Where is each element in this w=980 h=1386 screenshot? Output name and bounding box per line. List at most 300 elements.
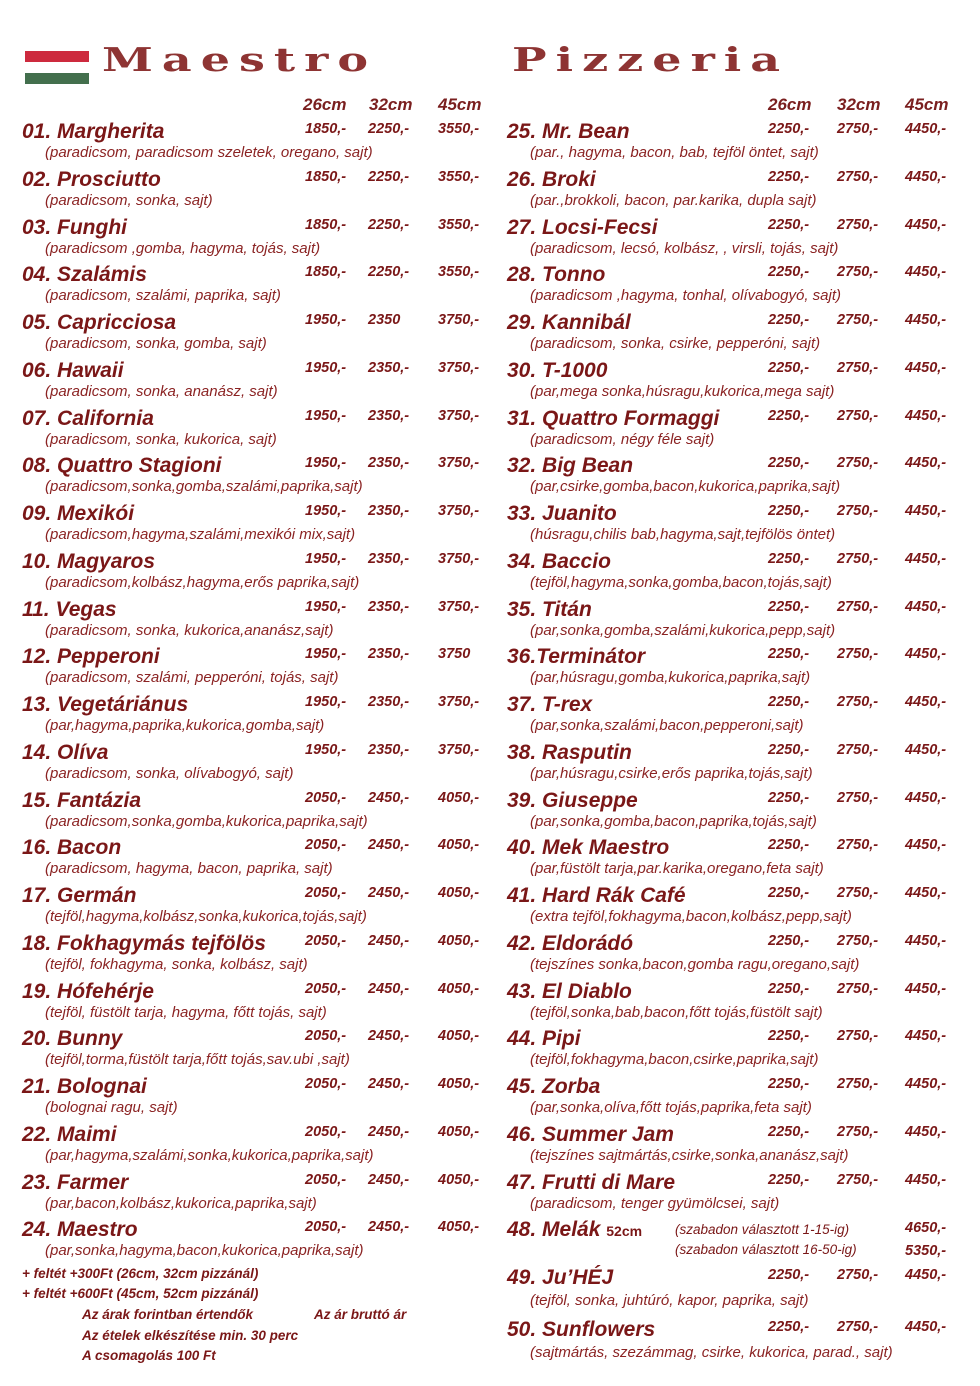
pizza-price: 4450,- [905, 168, 947, 185]
pizza-price: 2750,- [837, 885, 879, 901]
pizza-price: 2050,- [305, 1076, 347, 1092]
menu-item [507, 832, 980, 880]
pizza-price: 4050,- [438, 1219, 480, 1236]
menu-item [22, 1119, 502, 1167]
pizza-price: 3550,- [438, 168, 480, 185]
menu-item [507, 1119, 980, 1167]
pizza-price: 3750,- [438, 455, 480, 472]
pizza-price: 4050,- [438, 1171, 480, 1188]
pizza-ingredients: (paradicsom,hagyma,szalámi,mexikói mix,sajt) [45, 526, 356, 543]
pizza-ingredients: (tejszínes sonka,bacon,gomba ragu,oregano,sajt) [530, 955, 860, 973]
size-header-45-right: 45cm [905, 95, 949, 114]
pizza-name: 08. Quattro Stagioni [22, 454, 222, 478]
pizza-price: 3750,- [438, 741, 480, 758]
pizza-price: 2250,- [768, 121, 810, 137]
pizza-name: 18. Fokhagymás tejfölös [22, 931, 266, 955]
pizza-ingredients: (paradicsom, sonka, gomba, sajt) [45, 335, 267, 352]
pizza-name: 31. Quattro Formaggi [507, 406, 720, 430]
pizza-price: 1950,- [305, 550, 347, 567]
pizza-name: 04. Szalámis [22, 263, 147, 287]
note-topping-large: + feltét +600Ft (45cm, 52cm pizzánál) [22, 1286, 259, 1301]
pizza-price: 2250,- [768, 407, 810, 424]
pizza-price: 2050,- [305, 837, 347, 854]
menu-item [507, 689, 980, 737]
pizza-name: 15. Fantázia [22, 788, 142, 812]
pizza-price: 1950,- [305, 455, 347, 472]
size-header-26-left: 26cm [303, 95, 347, 114]
pizza-price: 2250,- [768, 980, 810, 997]
pizza-price: 2050,- [305, 932, 347, 949]
pizza-price: 2250,- [768, 1171, 810, 1188]
pizza-name: 09. Mexikói [22, 502, 135, 525]
pizza-price: 2750,- [837, 503, 879, 519]
pizza-ingredients: (paradicsom, sonka, ananász, sajt) [45, 382, 278, 400]
menu-item [22, 641, 502, 689]
pizza-name: 50. Sunflowers [507, 1318, 656, 1341]
size-header-45-left: 45cm [438, 95, 482, 114]
pizza-ingredients: (par,hagyma,paprika,kukorica,gomba,sajt) [45, 717, 325, 734]
pizza-price: 2250,- [368, 264, 410, 281]
pizza-price: 3750,- [438, 550, 480, 567]
note-currency: Az árak forintban értendők [82, 1307, 254, 1322]
pizza-ingredients: (paradicsom, sonka, kukorica, sajt) [45, 430, 277, 448]
pizza-price: 4450,- [905, 598, 947, 615]
pizza-price: 1850,- [305, 264, 347, 281]
pizza-price: 4450,- [905, 741, 947, 758]
pizza-price: 2450,- [368, 1076, 410, 1092]
pizza-name: 05. Capricciosa [22, 311, 177, 334]
pizza-price: 2750,- [837, 598, 879, 615]
pizza-ingredients: (paradicsom ,gomba, hagyma, tojás, sajt) [45, 239, 321, 257]
pizza-ingredients: (par,sonka,gomba,szalámi,kukorica,pepp,sajt) [530, 621, 836, 639]
pizza-price: 2750,- [837, 741, 879, 758]
note-packaging: A csomagolás 100 Ft [82, 1348, 216, 1363]
menu-item [507, 212, 980, 260]
pizza-name: 24. Maestro [22, 1218, 138, 1242]
pizza-price: 4050,- [438, 980, 480, 997]
menu-item [507, 546, 980, 594]
menu-item [22, 1214, 502, 1262]
pizza-name: 16. Bacon [22, 836, 122, 860]
pizza-name: 11. Vegas [22, 597, 117, 621]
pizza-price: 2250,- [768, 455, 810, 472]
menu-item [22, 450, 502, 498]
menu-item [22, 928, 502, 976]
pizza-price: 2350,- [368, 359, 410, 376]
pizza-price: 2450,- [368, 837, 410, 854]
flag-stripe-white [25, 62, 89, 73]
pizza-ingredients: (tejföl, füstölt tarja, hagyma, főtt tojás, sajt) [45, 1003, 327, 1021]
pizza-name: 17. Germán [22, 884, 137, 907]
menu-item [507, 403, 980, 451]
pizza-ingredients: (bolognai ragu, sajt) [45, 1099, 178, 1116]
menu-item [22, 1023, 502, 1071]
pizza-price: 2750,- [837, 1171, 879, 1188]
pizza-price: 2750,- [837, 837, 879, 854]
pizza-price: 2750,- [837, 646, 879, 663]
pizza-price: 1950,- [305, 646, 347, 663]
pizza-price: 2250,- [768, 741, 810, 758]
menu-item [507, 1071, 980, 1119]
pizza-price: 2350,- [368, 407, 410, 424]
pizza-ingredients: (paradicsom, hagyma, bacon, paprika, sajt) [45, 860, 333, 878]
flag-stripe-green [25, 73, 89, 84]
pizza-name: 20. Bunny [22, 1027, 123, 1051]
note-preparation-time: Az ételek elkészítése min. 30 perc [82, 1328, 299, 1343]
pizza-price: 2750,- [837, 216, 879, 233]
pizza-price: 4050,- [438, 837, 480, 854]
size-header-32-left: 32cm [369, 95, 413, 114]
pizza-ingredients: (tejföl, sonka, juhtúró, kapor, paprika, sajt) [530, 1292, 809, 1309]
pizza-ingredients: (par., hagyma, bacon, bab, tejföl öntet, sajt) [530, 144, 819, 161]
flag-stripe-red [25, 51, 89, 62]
pizza-ingredients: (par,sonka,olíva,főtt tojás,paprika,feta sajt) [530, 1099, 812, 1116]
pizza-ingredients: (par,sonka,szalámi,bacon,pepperoni,sajt) [530, 717, 804, 734]
pizza-price: 2050,- [305, 1123, 347, 1140]
pizza-ingredients: (paradicsom, sonka, olívabogyó, sajt) [45, 764, 294, 782]
pizza-price: 2750,- [837, 1123, 879, 1140]
pizza-price: 2450,- [368, 1123, 410, 1140]
pizza-price: 4050,- [438, 932, 480, 949]
pizza-price: 4450,- [905, 1028, 947, 1045]
pizza-price: 4450,- [905, 932, 947, 949]
note-gross-price: Az ár bruttó ár [314, 1307, 407, 1322]
pizza-name: 40. Mek Maestro [507, 836, 670, 860]
pizza-price: 2450,- [368, 885, 410, 901]
pizza-price: 4450,- [905, 1319, 947, 1335]
pizza-ingredients: (par,hagyma,szalámi,sonka,kukorica,paprika,sajt) [45, 1146, 374, 1164]
pizza-price: 4450,- [905, 455, 947, 472]
pizza-ingredients: (par,csirke,gomba,bacon,kukorica,paprika,sajt) [530, 478, 841, 496]
pizza-name: 34. Baccio [507, 549, 611, 573]
menu-column-left [22, 116, 502, 1262]
pizza-price: 1950,- [305, 741, 347, 758]
menu-item [507, 737, 980, 785]
pizza-price: 2250,- [768, 885, 810, 901]
pizza-name: 30. T-1000 [507, 358, 608, 382]
pizza-price: 2350,- [368, 694, 410, 710]
menu-item [22, 689, 502, 737]
menu-item [507, 450, 980, 498]
pizza-price: 2750,- [837, 264, 879, 281]
pizza-price: 2050,- [305, 885, 347, 901]
menu-item [22, 737, 502, 785]
pizza-ingredients: (par,húsragu,csirke,erős paprika,tojás,sajt) [530, 764, 813, 782]
pizza-ingredients: (par,füstölt tarja,par.karika,oregano,feta sajt) [530, 860, 824, 878]
pizza-name: 32. Big Bean [507, 454, 634, 478]
melak-option-2: (szabadon választott 16-50-ig) [675, 1242, 857, 1258]
pizza-price: 2350,- [368, 503, 410, 519]
pizza-price: 4450,- [905, 837, 947, 854]
pizza-price: 2250,- [768, 216, 810, 233]
menu-item [507, 976, 980, 1024]
pizza-price: 1950,- [305, 503, 347, 519]
pizza-price: 4450,- [905, 1076, 947, 1092]
pizza-price: 2350,- [368, 741, 410, 758]
menu-item [507, 928, 980, 976]
pizza-price: 2350,- [368, 455, 410, 472]
pizza-ingredients: (tejföl,hagyma,kolbász,sonka,kukorica,tojás,sajt) [45, 908, 367, 925]
pizza-name: 39. Giuseppe [507, 788, 638, 812]
pizza-price: 3750,- [438, 503, 480, 519]
pizza-ingredients: (sajtmártás, szezámmag, csirke, kukorica, parad., sajt) [530, 1344, 893, 1361]
menu-item [507, 641, 980, 689]
pizza-price: 2750,- [837, 121, 879, 137]
menu-item [507, 259, 980, 307]
pizza-price: 4050,- [438, 1028, 480, 1045]
pizza-name: 23. Farmer [22, 1170, 129, 1194]
note-topping-small: + feltét +300Ft (26cm, 32cm pizzánál) [22, 1266, 259, 1281]
menu-item [507, 594, 980, 642]
pizza-ingredients: (paradicsom,kolbász,hagyma,erős paprika,sajt) [45, 573, 360, 591]
pizza-ingredients: (par,mega sonka,húsragu,kukorica,mega sajt) [530, 382, 835, 400]
melak-name: 48. Melák [507, 1218, 601, 1242]
pizza-name: 19. Hófehérje [22, 979, 154, 1003]
pizza-price: 2350 [368, 312, 401, 328]
pizza-price: 2750,- [837, 550, 879, 567]
pizza-ingredients: (par,bacon,kolbász,kukorica,paprika,sajt) [45, 1194, 317, 1212]
pizza-name: 47. Frutti di Mare [507, 1170, 676, 1194]
pizza-price: 2750,- [837, 1267, 879, 1283]
menu-item [22, 594, 502, 642]
pizza-ingredients: (paradicsom, lecsó, kolbász, , virsli, tojás, sajt) [530, 239, 839, 257]
pizza-ingredients: (húsragu,chilis bab,hagyma,sajt,tejfölös öntet) [530, 526, 836, 543]
pizza-price: 4450,- [905, 646, 947, 663]
pizza-price: 1950,- [305, 694, 347, 710]
pizza-price: 1950,- [305, 359, 347, 376]
pizza-name: 22. Maimi [22, 1122, 117, 1146]
pizza-price: 2250,- [368, 216, 410, 233]
pizza-price: 4450,- [905, 312, 947, 328]
pizza-ingredients: (par.,brokkoli, bacon, par.karika, dupla sajt) [530, 191, 817, 209]
pizza-price: 3550,- [438, 121, 480, 137]
pizza-price: 1850,- [305, 121, 347, 137]
menu-item [22, 116, 502, 164]
menu-item [507, 1314, 980, 1366]
pizza-ingredients: (paradicsom, szalámi, pepperóni, tojás, sajt) [45, 669, 339, 687]
pizza-price: 2750,- [837, 407, 879, 424]
melak-option-1: (szabadon választott 1-15-ig) [675, 1222, 850, 1238]
melak-size: 52cm [606, 1223, 643, 1240]
menu-item [507, 164, 980, 212]
pizza-ingredients: (paradicsom, sonka, kukorica,ananász,sajt) [45, 621, 334, 639]
menu-item [507, 1167, 980, 1215]
pizza-price: 2350,- [368, 550, 410, 567]
pizza-name: 13. Vegetáriánus [22, 693, 189, 716]
menu-item-melak [507, 1214, 980, 1262]
pizza-price: 2250,- [768, 598, 810, 615]
pizza-price: 2250,- [768, 1028, 810, 1045]
pizza-name: 12. Pepperoni [22, 645, 160, 669]
menu-item [507, 1262, 980, 1314]
pizza-price: 4450,- [905, 503, 947, 519]
pizza-ingredients: (paradicsom, sonka, sajt) [45, 191, 213, 209]
pizza-name: 33. Juanito [507, 502, 617, 525]
pizza-price: 4050,- [438, 885, 480, 901]
melak-price-2: 5350,- [905, 1243, 947, 1260]
pizza-ingredients: (tejföl,fokhagyma,bacon,csirke,paprika,sajt) [530, 1051, 819, 1069]
pizza-name: 35. Titán [507, 597, 592, 621]
menu-item [22, 307, 502, 355]
pizza-ingredients: (tejföl, fokhagyma, sonka, kolbász, sajt) [45, 955, 308, 973]
pizza-price: 3750 [438, 646, 471, 663]
pizza-price: 2750,- [837, 694, 879, 710]
menu-item [507, 1023, 980, 1071]
menu-item [507, 116, 980, 164]
pizza-name: 36.Terminátor [507, 645, 646, 669]
pizza-ingredients: (paradicsom ,hagyma, tonhal, olívabogyó, sajt) [530, 287, 841, 305]
pizza-price: 2250,- [768, 1076, 810, 1092]
pizza-ingredients: (paradicsom, paradicsom szeletek, oregano, sajt) [45, 144, 373, 161]
pizza-price: 4450,- [905, 694, 947, 710]
menu-item [507, 307, 980, 355]
pizza-price: 2750,- [837, 1076, 879, 1092]
pizza-price: 1850,- [305, 216, 347, 233]
pizza-name: 14. Olíva [22, 740, 109, 764]
pizza-price: 1950,- [305, 312, 347, 328]
pizza-name: 45. Zorba [507, 1075, 601, 1098]
pizza-ingredients: (paradicsom,sonka,gomba,kukorica,paprika,sajt) [45, 812, 368, 830]
pizza-price: 1850,- [305, 168, 347, 185]
pizza-ingredients: (paradicsom, sonka, csirke, pepperóni, sajt) [530, 335, 821, 352]
pizza-price: 2750,- [837, 1319, 879, 1335]
pizza-price: 2750,- [837, 980, 879, 997]
pizza-price: 4450,- [905, 1171, 947, 1188]
pizza-ingredients: (par,húsragu,gomba,kukorica,paprika,sajt) [530, 669, 811, 687]
pizza-price: 2250,- [768, 503, 810, 519]
pizza-price: 4450,- [905, 980, 947, 997]
pizza-price: 2350,- [368, 598, 410, 615]
pizza-price: 2750,- [837, 359, 879, 376]
pizza-name [507, 1218, 642, 1242]
pizza-price: 2250,- [768, 694, 810, 710]
pizza-price: 2250,- [768, 1319, 810, 1335]
pizza-ingredients: (tejföl,hagyma,sonka,gomba,bacon,tojás,sajt) [530, 573, 832, 591]
pizza-price: 2250,- [768, 1123, 810, 1140]
menu-item [507, 498, 980, 546]
pizza-ingredients: (paradicsom, négy féle sajt) [530, 430, 715, 448]
pizza-price: 2450,- [368, 1171, 410, 1188]
pizza-ingredients: (paradicsom, szalámi, paprika, sajt) [45, 287, 281, 305]
pizza-name: 28. Tonno [507, 263, 606, 287]
pizza-name: 26. Broki [507, 167, 596, 191]
pizza-price: 3550,- [438, 264, 480, 281]
pizza-price: 2450,- [368, 1219, 410, 1236]
pizza-name: 21. Bolognai [22, 1075, 147, 1098]
pizza-name: 07. California [22, 406, 154, 430]
pizza-price: 2250,- [768, 550, 810, 567]
menu-item [22, 212, 502, 260]
pizza-name: 38. Rasputin [507, 740, 632, 764]
menu-item [22, 976, 502, 1024]
menu-item [22, 498, 502, 546]
pizza-price: 3750,- [438, 312, 480, 328]
pizza-price: 2250,- [768, 789, 810, 806]
pizza-price: 2250,- [768, 312, 810, 328]
pizza-price: 3550,- [438, 216, 480, 233]
pizza-price: 2250,- [768, 1267, 810, 1283]
title-pizzeria: Pizzeria [512, 40, 790, 79]
menu-item [507, 785, 980, 833]
pizza-price: 3750,- [438, 598, 480, 615]
pizza-price: 2050,- [305, 980, 347, 997]
pizza-name: 03. Funghi [22, 215, 127, 239]
pizza-price: 4450,- [905, 1267, 947, 1283]
pizza-price: 2750,- [837, 1028, 879, 1045]
pizza-price: 2250,- [768, 359, 810, 376]
menu-item [22, 546, 502, 594]
menu-item [22, 1167, 502, 1215]
pizza-name: 27. Locsi-Fecsi [507, 215, 658, 239]
pizza-price: 4450,- [905, 407, 947, 424]
pizza-ingredients: (tejszínes sajtmártás,csirke,sonka,ananász,sajt) [530, 1146, 849, 1164]
pizza-price: 4450,- [905, 789, 947, 806]
menu-item [22, 832, 502, 880]
pizza-price: 2250,- [768, 168, 810, 185]
pizza-price: 4450,- [905, 1123, 947, 1140]
pizza-price: 2350,- [368, 646, 410, 663]
menu-item [22, 785, 502, 833]
pizza-price: 2750,- [837, 932, 879, 949]
melak-price-1: 4650,- [905, 1220, 947, 1237]
pizza-price: 4450,- [905, 885, 947, 901]
pizza-price: 4450,- [905, 264, 947, 281]
pizza-price: 4450,- [905, 550, 947, 567]
pizza-price: 2250,- [768, 837, 810, 854]
pizza-ingredients: (paradicsom, tenger gyümölcsei, sajt) [530, 1194, 780, 1212]
menu-item [22, 403, 502, 451]
pizza-ingredients: (par,sonka,gomba,bacon,paprika,tojás,sajt) [530, 812, 817, 830]
pizza-price: 2050,- [305, 789, 347, 806]
pizza-price: 2250,- [768, 932, 810, 949]
pizza-price: 3750,- [438, 407, 480, 424]
pizza-price: 3750,- [438, 694, 480, 710]
pizza-price: 2250,- [368, 121, 410, 137]
pizza-name: 10. Magyaros [22, 549, 156, 573]
pizza-price: 4050,- [438, 1076, 480, 1092]
pizza-price: 2250,- [768, 646, 810, 663]
pizza-price: 4050,- [438, 1123, 480, 1140]
pizza-price: 2450,- [368, 932, 410, 949]
pizza-name: 46. Summer Jam [507, 1122, 674, 1146]
hungarian-flag-icon [25, 51, 89, 84]
menu-item [22, 1071, 502, 1119]
pizza-price: 4450,- [905, 121, 947, 137]
menu-item [22, 164, 502, 212]
pizza-ingredients: (paradicsom,sonka,gomba,szalámi,paprika,sajt) [45, 478, 363, 496]
menu-item [22, 259, 502, 307]
pizza-ingredients: (tejföl,torma,füstölt tarja,főtt tojás,sav.ubi ,sajt) [45, 1051, 350, 1069]
pizza-name: 44. Pipi [507, 1027, 581, 1051]
pizza-price: 1950,- [305, 598, 347, 615]
pizza-price: 2750,- [837, 455, 879, 472]
pizza-price: 2250,- [368, 168, 410, 185]
title-maestro: Maestro [102, 40, 378, 79]
pizza-name: 02. Prosciutto [22, 167, 161, 191]
menu-item [507, 355, 980, 403]
menu-item [507, 880, 980, 928]
pizza-ingredients: (par,sonka,hagyma,bacon,kukorica,paprika,sajt) [45, 1242, 364, 1260]
pizza-price: 2450,- [368, 1028, 410, 1045]
pizza-name: 41. Hard Rák Café [507, 884, 686, 907]
pizza-name: 37. T-rex [507, 693, 593, 716]
pizza-ingredients: (tejföl,sonka,bab,bacon,főtt tojás,füstölt sajt) [530, 1003, 823, 1021]
menu-item [22, 880, 502, 928]
menu-column-right [507, 116, 980, 1366]
size-header-26-right: 26cm [768, 95, 812, 114]
pizza-price: 2050,- [305, 1219, 347, 1236]
pizza-name: 42. Eldorádó [507, 931, 634, 955]
